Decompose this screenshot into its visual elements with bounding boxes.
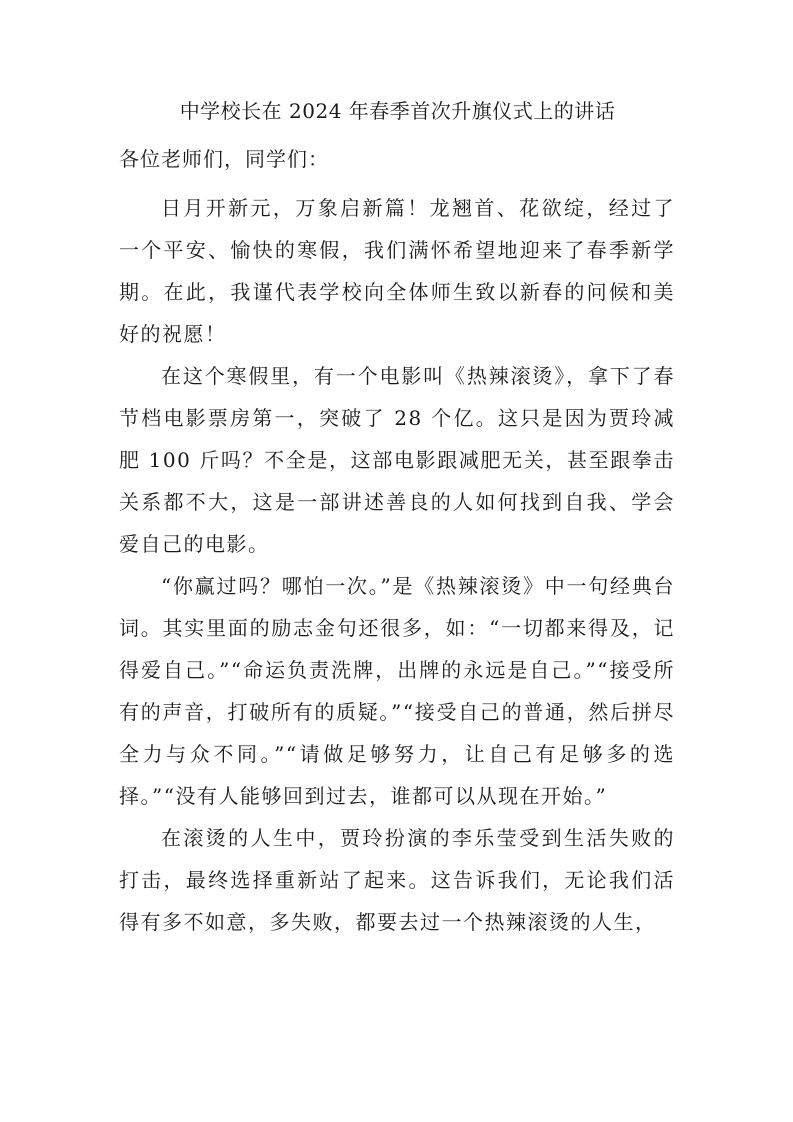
speech-body xyxy=(119,187,675,943)
paragraph-movie-intro: 在这个寒假里，有一个电影叫《热辣滚烫》，拿下了春节档电影票房第一，突破了 28 个亿。这只是因为贾玲减肥 100 斤吗？不全是，这部电影跟减肥无关，甚至跟拳击关系都不大，这是一部讲述善良的人如何找到自我、学会爱自己的电影。 xyxy=(119,364,675,556)
speech-title: 中学校长在 2024 年春季首次升旗仪式上的讲话 xyxy=(179,99,616,123)
salutation: 各位老师们，同学们： xyxy=(119,147,329,171)
paragraph-life-lesson: 在滚烫的人生中，贾玲扮演的李乐莹受到生活失败的打击，最终选择重新站了起来。这告诉我们，无论我们活得有多不如意，多失败，都要去过一个热辣滚烫的人生， xyxy=(119,826,675,934)
paragraph-new-semester: 日月开新元，万象启新篇！龙翘首、花欲绽，经过了一个平安、愉快的寒假，我们满怀希望地迎来了春季新学期。在此，我谨代表学校向全体师生致以新春的问候和美好的祝愿！ xyxy=(119,196,675,346)
paragraph-movie-quotes: “你赢过吗？哪怕一次。”是《热辣滚烫》中一句经典台词。其实里面的励志金句还很多，如：“一切都来得及，记得爱自己。”“命运负责洗牌，出牌的永远是自己。”“接受所有的声音，打破所有的质疑。”“接受自己的普通，然后拼尽全力与众不同。”“请做足够努力，让自己有足够多的选择。”“没有人能够回到过去，谁都可以从现在开始。” xyxy=(119,574,675,808)
